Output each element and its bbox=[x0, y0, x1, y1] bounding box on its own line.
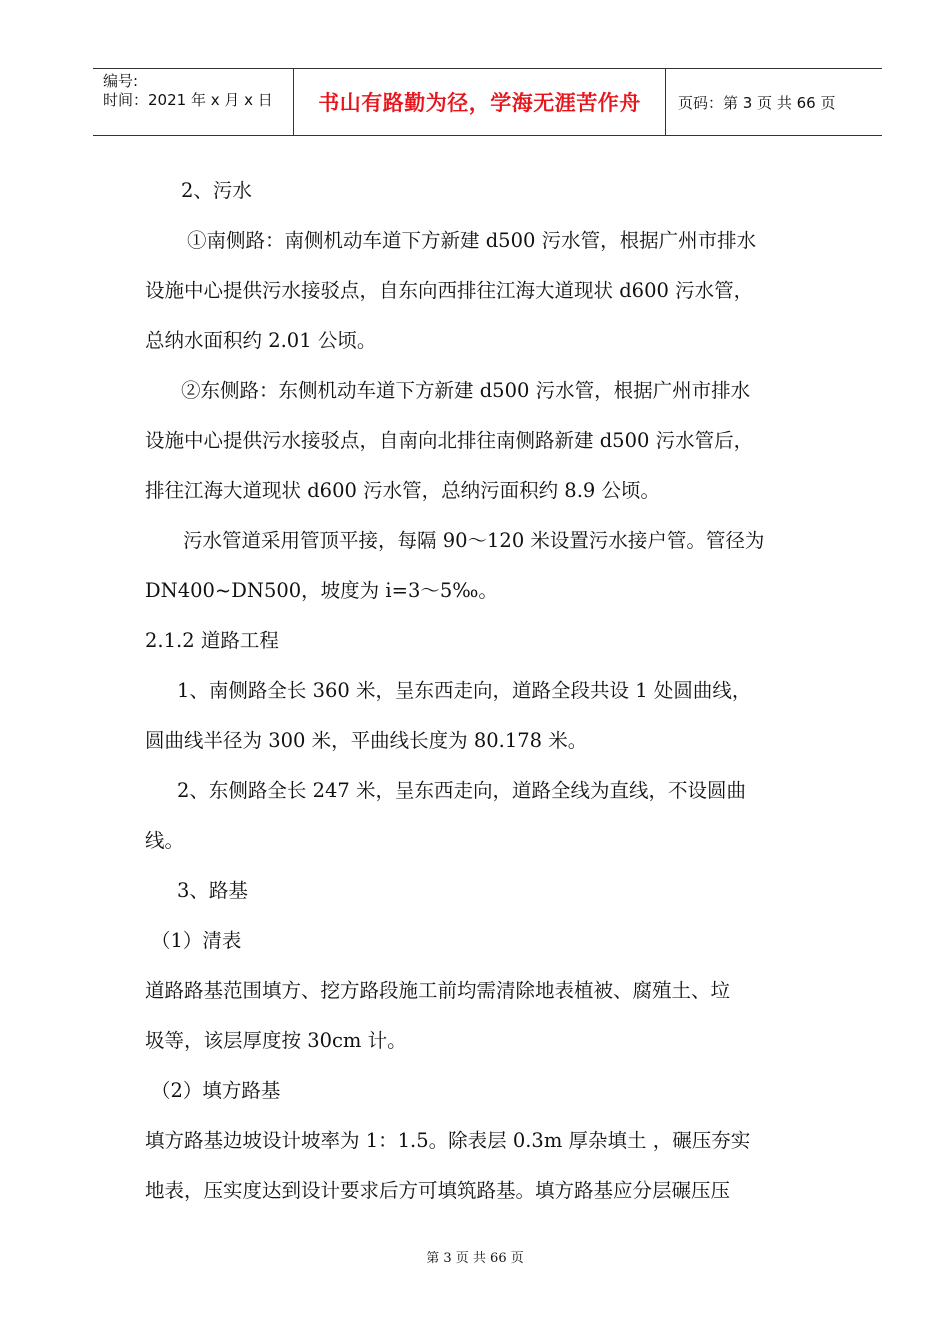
body-line: 地表，压实度达到设计要求后方可填筑路基。填方路基应分层碾压压 bbox=[145, 1179, 731, 1202]
body-line: 圆曲线半径为 300 米，平曲线长度为 80.178 米。 bbox=[145, 729, 588, 752]
body-line: 3、路基 bbox=[177, 879, 248, 902]
body-line: （2）填方路基 bbox=[151, 1079, 281, 1102]
body-line: （1）清表 bbox=[151, 929, 242, 952]
body-line: 填方路基边坡设计坡率为 1：1.5。除表层 0.3m 厚杂填土 ，碾压夯实 bbox=[145, 1129, 751, 1152]
body-line: 圾等，该层厚度按 30cm 计。 bbox=[145, 1029, 407, 1052]
motto-text: 书山有路勤为径，学海无涯苦作舟 bbox=[318, 91, 641, 115]
body-line: 污水管道采用管顶平接，每隔 90～120 米设置污水接户管。管径为 bbox=[183, 529, 765, 552]
body-line: 总纳水面积约 2.01 公顷。 bbox=[145, 329, 377, 352]
header-meta bbox=[93, 69, 293, 135]
time-label: 时间：2021 年 x 月 x 日 bbox=[103, 91, 273, 109]
page-footer: 第 3 页 共 66 页 bbox=[426, 1251, 524, 1266]
page-number-label: 页码：第 3 页 共 66 页 bbox=[678, 93, 836, 112]
body-line: 排往江海大道现状 d600 污水管，总纳污面积约 8.9 公顷。 bbox=[145, 479, 661, 502]
body-line: DN400~DN500，坡度为 i=3～5‰。 bbox=[145, 579, 498, 602]
body-line: ②东侧路：东侧机动车道下方新建 d500 污水管，根据广州市排水 bbox=[181, 379, 751, 402]
body-line: ①南侧路：南侧机动车道下方新建 d500 污水管，根据广州市排水 bbox=[187, 229, 757, 252]
body-line: 2、污水 bbox=[181, 179, 252, 202]
body-line: 2.1.2 道路工程 bbox=[145, 629, 279, 652]
body-line: 设施中心提供污水接驳点，自南向北排往南侧路新建 d500 污水管后， bbox=[145, 429, 754, 452]
body-line: 线。 bbox=[145, 829, 185, 852]
header-page-cell bbox=[666, 69, 882, 135]
serial-number-label: 编号: bbox=[103, 72, 139, 90]
page-header bbox=[93, 68, 882, 136]
header-motto-cell bbox=[293, 69, 666, 135]
document-body bbox=[145, 166, 835, 1216]
body-line: 2、东侧路全长 247 米，呈东西走向，道路全线为直线，不设圆曲 bbox=[177, 779, 747, 802]
body-line: 设施中心提供污水接驳点，自东向西排往江海大道现状 d600 污水管， bbox=[145, 279, 754, 302]
body-line: 道路路基范围填方、挖方路段施工前均需清除地表植被、腐殖土、垃 bbox=[145, 979, 731, 1002]
body-line: 1、南侧路全长 360 米，呈东西走向，道路全段共设 1 处圆曲线， bbox=[177, 679, 752, 702]
